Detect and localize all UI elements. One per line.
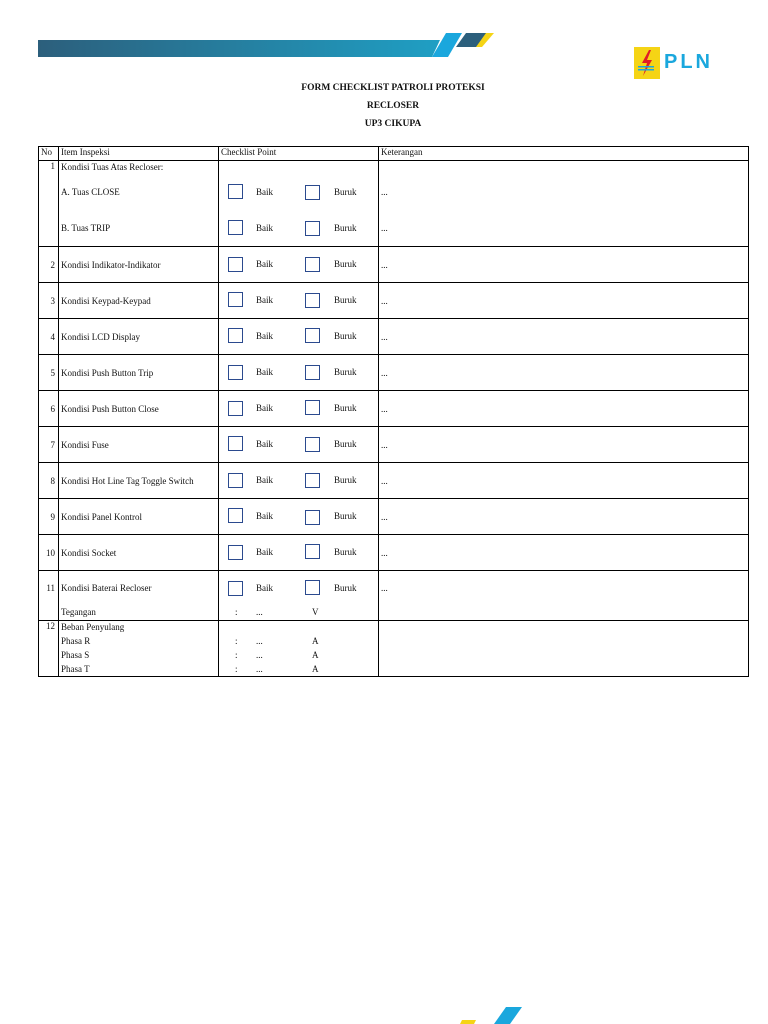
table-row: [39, 621, 749, 677]
row-number: 1: [39, 161, 59, 247]
buruk-label: Buruk: [334, 223, 357, 233]
buruk-label: Buruk: [334, 259, 357, 269]
phase-value[interactable]: ...: [256, 650, 263, 660]
table-row: [39, 571, 749, 621]
buruk-label: Buruk: [334, 295, 357, 305]
item-label: A. Tuas CLOSE: [61, 187, 120, 197]
row-number: 5: [39, 355, 59, 391]
baik-checkbox[interactable]: [228, 365, 243, 380]
keterangan-cell[interactable]: [379, 621, 749, 677]
form-subtitle-equipment: RECLOSER: [366, 101, 420, 111]
row-number: [39, 571, 59, 621]
baik-label: Baik: [256, 187, 273, 197]
buruk-checkbox[interactable]: [305, 580, 320, 595]
keterangan-value[interactable]: ...: [379, 499, 749, 535]
phase-label: Phasa T: [61, 664, 90, 674]
keterangan-value[interactable]: ...: [381, 583, 388, 593]
phase-label: Phasa S: [61, 650, 90, 660]
header-no: No: [39, 147, 59, 161]
baik-checkbox[interactable]: [228, 436, 243, 451]
baik-label: Baik: [256, 583, 273, 593]
item-label: Kondisi Fuse: [59, 427, 219, 463]
unit-label: A: [312, 664, 319, 674]
buruk-label: Buruk: [334, 367, 357, 377]
phase-value[interactable]: ...: [256, 636, 263, 646]
table-header-row: [39, 147, 749, 161]
table-row: [39, 427, 749, 463]
phase-value[interactable]: ...: [256, 664, 263, 674]
form-titles: [0, 82, 768, 136]
baik-label: Baik: [256, 475, 273, 485]
baik-label: Baik: [256, 367, 273, 377]
keterangan-value[interactable]: ...: [379, 355, 749, 391]
header-item: Item Inspeksi: [59, 147, 219, 161]
buruk-checkbox[interactable]: [305, 328, 320, 343]
keterangan-value[interactable]: ...: [381, 187, 388, 197]
keterangan-value[interactable]: ...: [379, 427, 749, 463]
baik-label: Baik: [256, 331, 273, 341]
form-subtitle-unit: UP3 CIKUPA: [364, 119, 422, 129]
colon: :: [235, 650, 238, 660]
keterangan-value[interactable]: ...: [379, 247, 749, 283]
unit-label: V: [312, 607, 319, 617]
form-title: FORM CHECKLIST PATROLI PROTEKSI: [301, 83, 485, 93]
table-row: [39, 319, 749, 355]
colon: :: [235, 664, 238, 674]
row-number: 10: [39, 535, 59, 571]
baik-label: Baik: [256, 223, 273, 233]
table-row: [39, 283, 749, 319]
row-number: 8: [39, 463, 59, 499]
baik-label: Baik: [256, 439, 273, 449]
item-label: Kondisi Baterai Recloser: [61, 583, 152, 593]
checklist-table: [38, 146, 749, 677]
item-label: Beban Penyulang: [61, 622, 125, 632]
table-row: [39, 499, 749, 535]
buruk-label: Buruk: [334, 475, 357, 485]
baik-checkbox[interactable]: [228, 328, 243, 343]
table-row: [39, 391, 749, 427]
keterangan-value[interactable]: ...: [379, 535, 749, 571]
logo-text: PLN: [664, 51, 713, 73]
item-label: Kondisi Indikator-Indikator: [59, 247, 219, 283]
buruk-label: Buruk: [334, 511, 357, 521]
item-label: Kondisi Hot Line Tag Toggle Switch: [59, 463, 219, 499]
table-row: [39, 535, 749, 571]
item-label: Kondisi LCD Display: [59, 319, 219, 355]
lightning-icon: [634, 47, 660, 79]
colon: :: [235, 636, 238, 646]
baik-checkbox[interactable]: [228, 545, 243, 560]
baik-label: Baik: [256, 403, 273, 413]
row-number: 4: [39, 319, 59, 355]
tegangan-value[interactable]: ...: [256, 607, 263, 617]
buruk-label: Buruk: [334, 547, 357, 557]
pln-logo: [634, 47, 724, 81]
buruk-checkbox[interactable]: [305, 544, 320, 559]
buruk-label: Buruk: [334, 439, 357, 449]
baik-label: Baik: [256, 295, 273, 305]
footer-decoration: [440, 1004, 540, 1024]
row-number: 3: [39, 283, 59, 319]
item-label: B. Tuas TRIP: [61, 223, 111, 233]
buruk-label: Buruk: [334, 583, 357, 593]
footer-stripe-1: [460, 1020, 476, 1024]
baik-checkbox[interactable]: [228, 220, 243, 235]
baik-checkbox[interactable]: [228, 257, 243, 272]
item-label: Kondisi Push Button Close: [59, 391, 219, 427]
footer-stripe-2: [494, 1007, 522, 1024]
header-keterangan: Keterangan: [379, 147, 749, 161]
item-label: Kondisi Panel Kontrol: [59, 499, 219, 535]
row-number: 9: [39, 499, 59, 535]
buruk-label: Buruk: [334, 187, 357, 197]
buruk-checkbox[interactable]: [305, 257, 320, 272]
item-label: Kondisi Push Button Trip: [59, 355, 219, 391]
row-number: 7: [39, 427, 59, 463]
buruk-label: Buruk: [334, 331, 357, 341]
buruk-checkbox[interactable]: [305, 510, 320, 525]
keterangan-value[interactable]: ...: [379, 283, 749, 319]
row-number: 2: [39, 247, 59, 283]
baik-checkbox[interactable]: [228, 401, 243, 416]
buruk-checkbox[interactable]: [305, 221, 320, 236]
baik-checkbox[interactable]: [228, 508, 243, 523]
unit-label: A: [312, 650, 319, 660]
baik-label: Baik: [256, 547, 273, 557]
table-row: [39, 355, 749, 391]
buruk-checkbox[interactable]: [305, 473, 320, 488]
keterangan-value[interactable]: ...: [379, 319, 749, 355]
buruk-checkbox[interactable]: [305, 185, 320, 200]
row-number: 6: [39, 391, 59, 427]
item-label: Kondisi Tuas Atas Recloser:: [61, 162, 164, 172]
table-row: [39, 161, 749, 247]
baik-label: Baik: [256, 511, 273, 521]
buruk-checkbox[interactable]: [305, 437, 320, 452]
baik-checkbox[interactable]: [228, 292, 243, 307]
table-row: [39, 247, 749, 283]
buruk-label: Buruk: [334, 403, 357, 413]
unit-label: A: [312, 636, 319, 646]
buruk-checkbox[interactable]: [305, 365, 320, 380]
baik-checkbox[interactable]: [228, 581, 243, 596]
keterangan-value[interactable]: ...: [379, 391, 749, 427]
baik-checkbox[interactable]: [228, 473, 243, 488]
header-checklist: Checklist Point: [219, 147, 379, 161]
row-number-text: 11: [46, 583, 55, 593]
baik-label: Baik: [256, 259, 273, 269]
phase-label: Phasa R: [61, 636, 91, 646]
table-row: [39, 463, 749, 499]
item-label: Kondisi Socket: [59, 535, 219, 571]
keterangan-value[interactable]: ...: [379, 463, 749, 499]
item-label: Kondisi Keypad-Keypad: [59, 283, 219, 319]
sub-item-label: Tegangan: [61, 607, 96, 617]
keterangan-value[interactable]: ...: [381, 223, 388, 233]
colon: :: [235, 607, 238, 617]
baik-checkbox[interactable]: [228, 184, 243, 199]
buruk-checkbox[interactable]: [305, 293, 320, 308]
row-number: 12: [39, 621, 59, 677]
buruk-checkbox[interactable]: [305, 400, 320, 415]
banner-bar: [38, 40, 440, 57]
